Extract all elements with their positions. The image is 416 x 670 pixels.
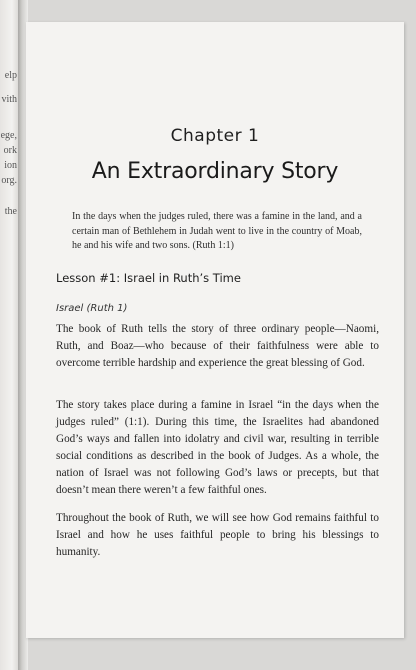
left-page-fragment: vith [1, 94, 17, 105]
left-page-fragment: ork [3, 145, 17, 156]
left-page-fragment: the [4, 206, 17, 217]
left-page-fragment: org. [1, 175, 17, 186]
lesson-heading: Lesson #1: Israel in Ruth’s Time [56, 271, 241, 285]
left-page-fragment: ege, [0, 130, 17, 141]
body-paragraph: The book of Ruth tells the story of three ordinary people—Naomi, Ruth, and Boaz—who because of their faithfulness were able to overcome terrible hardship and experience the great blessing of God. [56, 323, 379, 369]
body-paragraph: The story takes place during a famine in Israel “in the days when the judges ruled” (1:1). During this time, the Israelites had abandoned God’s ways and fallen into idolatry and civil war, resulting in terrible social conditions as described in the book of Judges. As a whole, the nation of Israel was not following God’s laws or precepts, but that doesn’t mean there weren’t a few faithful ones. [56, 399, 379, 496]
chapter-title: An Extraordinary Story [91, 159, 339, 184]
epigraph-quote: In the days when the judges ruled, there was a famine in the land, and a certain man of Bethlehem in Judah went to live in the country of Moab, he and his wife and two sons. (Ruth 1:1) [72, 211, 362, 251]
section-label: Israel (Ruth 1) [56, 303, 128, 314]
chapter-label: Chapter 1 [170, 126, 260, 146]
left-page-fragment: elp [4, 70, 17, 81]
left-page-fragment: ion [4, 160, 17, 171]
left-page-edge [0, 0, 20, 670]
body-paragraph: Throughout the book of Ruth, we will see how God remains faithful to Israel and how he uses faithful people to bring his blessings to humanity. [56, 512, 379, 558]
book-page [26, 22, 404, 638]
